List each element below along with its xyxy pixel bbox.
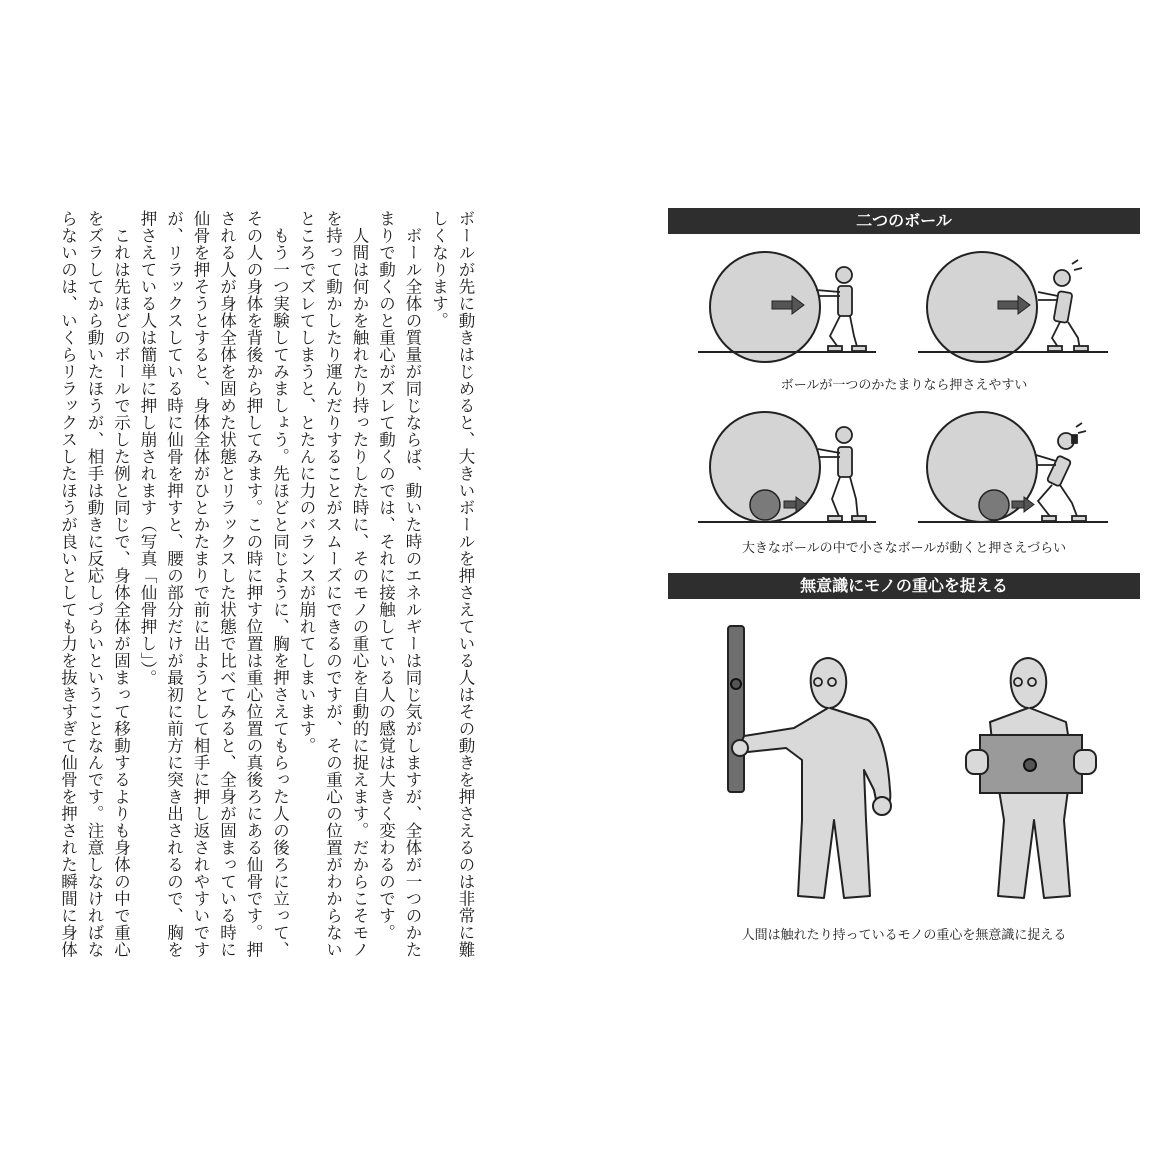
stick-person xyxy=(1036,423,1086,521)
figure1-heading: 二つのボール xyxy=(668,208,1140,234)
figure1-caption-bottom: 大きなボールの中で小さなボールが動くと押さえづらい xyxy=(741,541,1067,556)
paragraph-1: ボールが先に動きはじめると、大きいボールを押さえている人はその動きを押さえるのは非常に難しくなります。 xyxy=(429,210,475,958)
hand xyxy=(966,750,988,774)
figure1-caption-top: ボールが一つのかたまりなら押さえやすい xyxy=(780,378,1028,393)
paragraph-4: もう一つ実験してみましょう。先ほどと同じように、胸を押さえてもらった人の後ろに立って、その人の身体を背後から押してみます。この時に押す位置は重心位置の真後ろにある仙骨です。押される人が身体全体を固めた状態とリラックスした状態で比べてみると、全身が固まっている時に仙骨を押そうとすると、身体全体がひとかたまりで前に出ようとして相手に押し返されやすいですが、リラックスしている時に仙骨を押すと、腰の部分だけが最初に前方に突き出されるので、胸を押さえている人は簡単に押し崩されます（写真「仙骨押し」）。 xyxy=(138,210,290,958)
large-ball xyxy=(710,252,820,362)
stick-person xyxy=(818,427,866,521)
human-figure xyxy=(740,658,890,898)
moving-ball-panel xyxy=(698,412,876,522)
moving-ball-panel-2 xyxy=(918,412,1108,522)
small-ball xyxy=(979,490,1009,520)
center-of-gravity-marker xyxy=(731,679,741,689)
figure2-heading: 無意識にモノの重心を捉える xyxy=(668,573,1140,599)
figure2-caption: 人間は触れたり持っているモノの重心を無意識に捉える xyxy=(741,928,1067,943)
person-with-bat xyxy=(728,626,891,898)
small-ball xyxy=(750,490,780,520)
center-of-gravity-marker xyxy=(1024,759,1036,771)
solid-ball-panel-2 xyxy=(918,252,1108,362)
hand xyxy=(1074,750,1096,774)
bat xyxy=(728,626,744,792)
paragraph-3: 人間は何かを触れたり持ったりした時に、そのモノの重心を自動的に捉えます。だからこそモノを持って動かしたり運んだりすることがスムーズにできるのですが、その重心の位置がわからないところでズレてしまうと、とたんに力のバランスが崩れてしまいます。 xyxy=(297,210,369,958)
paragraph-5: これは先ほどのボールで示した例と同じで、身体全体が固まって移動するよりも身体の中で重心をズラしてから動いたほうが、相手は動きに反応しづらいということなんです。注意しなければならないのは、いくらリラックスしたほうが良いとしても力を抜きすぎて仙骨を押された瞬間に身体 xyxy=(58,210,131,958)
figure1-row2-illustration xyxy=(668,405,1140,530)
body-text xyxy=(8,210,478,960)
figure1-row1-illustration xyxy=(668,240,1140,370)
person-with-box xyxy=(966,658,1096,898)
hand xyxy=(732,740,748,756)
stick-person xyxy=(1038,260,1088,351)
stick-person xyxy=(816,267,866,351)
figure2-illustration xyxy=(668,610,1140,910)
paragraph-2: ボール全体の質量が同じならば、動いた時のエネルギーは同じ気がしますが、全体が一つのかたまりで動くのと重心がズレて動くのでは、それに接触している人の感覚は大きく変わるのです。 xyxy=(376,210,422,958)
solid-ball-panel xyxy=(698,252,876,362)
hand xyxy=(873,797,891,815)
